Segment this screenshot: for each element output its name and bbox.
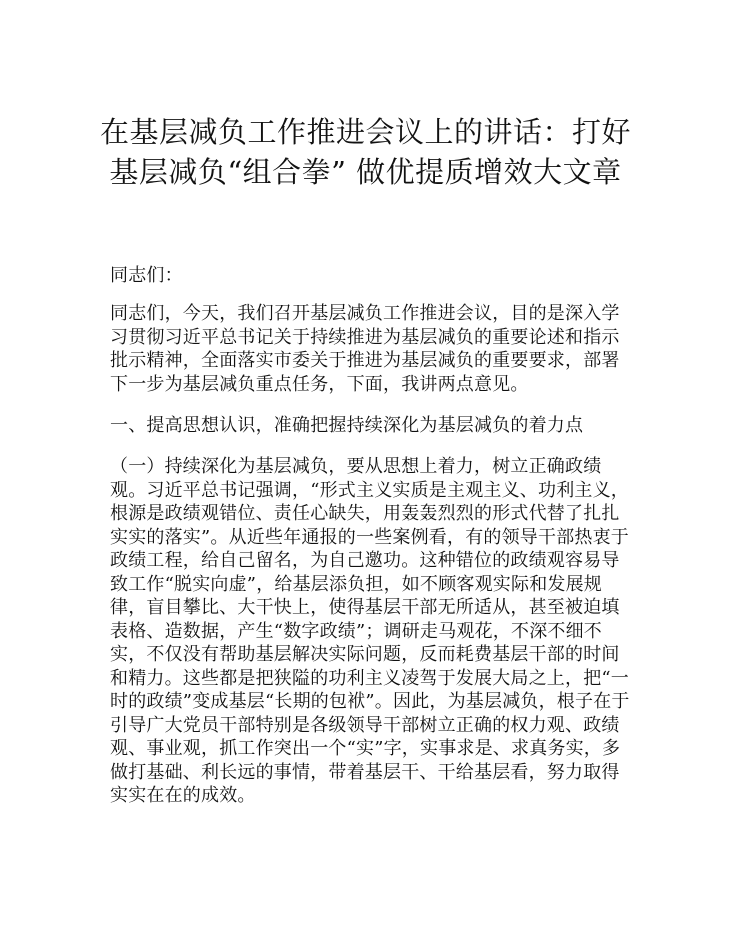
title-line-2: 基层减负“组合拳” 做优提质增效大文章 [109,155,622,189]
section-heading-1: 一、提高思想认识，准确把握持续深化为基层减负的着力点 [110,415,584,436]
document-title [60,112,671,192]
title-line-1: 在基层减负工作推进会议上的讲话：打好 [99,115,631,149]
paragraph-section-1-1: （一）持续深化为基层减负，要从思想上着力，树立正确政绩观。习近平总书记强调，“形式主义实质是主观主义、功利主义，根源是政绩观错位、责任心缺失，用轰轰烈烈的形式代替了扎扎实实的落实”。从近些年通报的一些案例看，有的领导干部热衷于政绩工程，给自己留名，为自己邀功。这种错位的政绩观容易导致工作“脱实向虚”，给基层添负担，如不顾客观实际和发展规律，盲目攀比、大干快上，使得基层干部无所适从，甚至被迫填表格、造数据，产生“数字政绩”；调研走马观花，不深不细不实，不仅没有帮助基层解决实际问题，反而耗费基层干部的时间和精力。这些都是把狭隘的功利主义凌驾于发展大局之上，把“一时的政绩”变成基层“长期的包袱”。因此，为基层减负，根子在于引导广大党员干部特别是各级领导干部树立正确的权力观、政绩观、事业观，抓工作突出一个“实”字，实事求是、求真务实，多做打基础、利长远的事情，带着基层干、干给基层看，努力取得实实在在的成效。 [110,456,630,806]
greeting: 同志们： [110,265,183,286]
paragraph-intro: 同志们，今天，我们召开基层减负工作推进会议，目的是深入学习贯彻习近平总书记关于持续推进为基层减负的重要论述和指示批示精神，全面落实市委关于推进为基层减负的重要要求，部署下一步为基层减负重点任务，下面，我讲两点意见。 [110,303,620,395]
